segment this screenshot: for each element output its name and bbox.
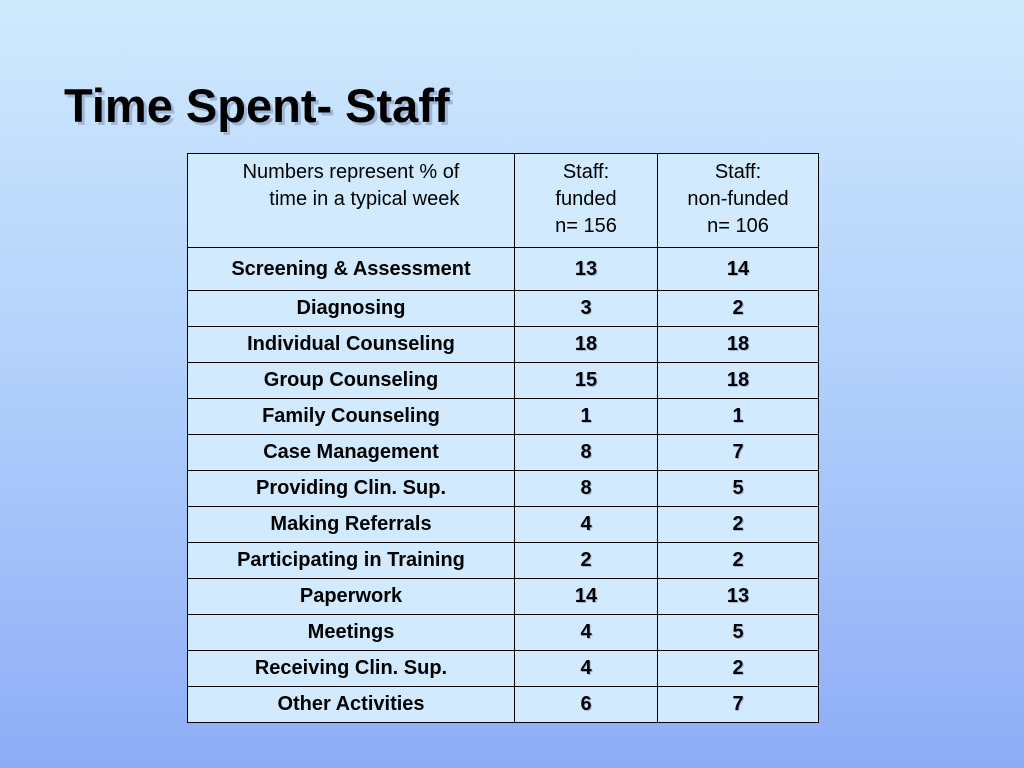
activity-cell: Providing Clin. Sup. [188, 471, 515, 507]
table-row [188, 651, 819, 687]
slide-title: Time Spent- Staff [64, 79, 450, 132]
header-note-line1: Numbers represent % of [242, 161, 460, 183]
table-row [188, 291, 819, 327]
funded-value-cell: 13 [515, 248, 658, 291]
table-row [188, 435, 819, 471]
header-nonfunded-line2: non-funded [687, 188, 789, 210]
table-row [188, 507, 819, 543]
nonfunded-value-cell: 14 [658, 248, 819, 291]
funded-value-cell: 4 [515, 615, 658, 651]
table-row [188, 615, 819, 651]
nonfunded-value-cell: 1 [658, 399, 819, 435]
table-row [188, 399, 819, 435]
header-nonfunded-line3: n= 106 [707, 215, 769, 237]
activity-cell: Screening & Assessment [188, 248, 515, 291]
activity-cell: Family Counseling [188, 399, 515, 435]
funded-value-cell: 15 [515, 363, 658, 399]
funded-value-cell: 2 [515, 543, 658, 579]
table-row [188, 543, 819, 579]
activity-cell: Other Activities [188, 687, 515, 723]
table-header-row [188, 154, 819, 248]
nonfunded-value-cell: 5 [658, 471, 819, 507]
nonfunded-value-cell: 2 [658, 651, 819, 687]
activity-cell: Participating in Training [188, 543, 515, 579]
table-row [188, 471, 819, 507]
activity-cell: Making Referrals [188, 507, 515, 543]
funded-value-cell: 4 [515, 651, 658, 687]
table-row [188, 687, 819, 723]
activity-cell: Paperwork [188, 579, 515, 615]
header-note-cell [188, 154, 515, 248]
time-spent-table [187, 153, 819, 723]
funded-value-cell: 1 [515, 399, 658, 435]
activity-cell: Individual Counseling [188, 327, 515, 363]
table-row [188, 579, 819, 615]
funded-value-cell: 6 [515, 687, 658, 723]
nonfunded-value-cell: 2 [658, 507, 819, 543]
table-row [188, 327, 819, 363]
header-funded-line2: funded [555, 188, 617, 210]
funded-value-cell: 4 [515, 507, 658, 543]
table-row [188, 248, 819, 291]
nonfunded-value-cell: 7 [658, 687, 819, 723]
funded-value-cell: 3 [515, 291, 658, 327]
nonfunded-value-cell: 2 [658, 291, 819, 327]
activity-cell: Case Management [188, 435, 515, 471]
funded-value-cell: 14 [515, 579, 658, 615]
nonfunded-value-cell: 2 [658, 543, 819, 579]
header-nonfunded-cell [658, 154, 819, 248]
header-funded-line3: n= 156 [555, 215, 617, 237]
header-funded-line1: Staff: [562, 161, 610, 183]
funded-value-cell: 8 [515, 471, 658, 507]
table-row [188, 363, 819, 399]
nonfunded-value-cell: 18 [658, 327, 819, 363]
activity-cell: Group Counseling [188, 363, 515, 399]
header-note-line2: time in a typical week [269, 188, 460, 210]
funded-value-cell: 18 [515, 327, 658, 363]
activity-cell: Meetings [188, 615, 515, 651]
activity-cell: Receiving Clin. Sup. [188, 651, 515, 687]
nonfunded-value-cell: 5 [658, 615, 819, 651]
nonfunded-value-cell: 13 [658, 579, 819, 615]
activity-cell: Diagnosing [188, 291, 515, 327]
nonfunded-value-cell: 18 [658, 363, 819, 399]
header-nonfunded-line1: Staff: [714, 161, 762, 183]
header-funded-cell [515, 154, 658, 248]
nonfunded-value-cell: 7 [658, 435, 819, 471]
funded-value-cell: 8 [515, 435, 658, 471]
